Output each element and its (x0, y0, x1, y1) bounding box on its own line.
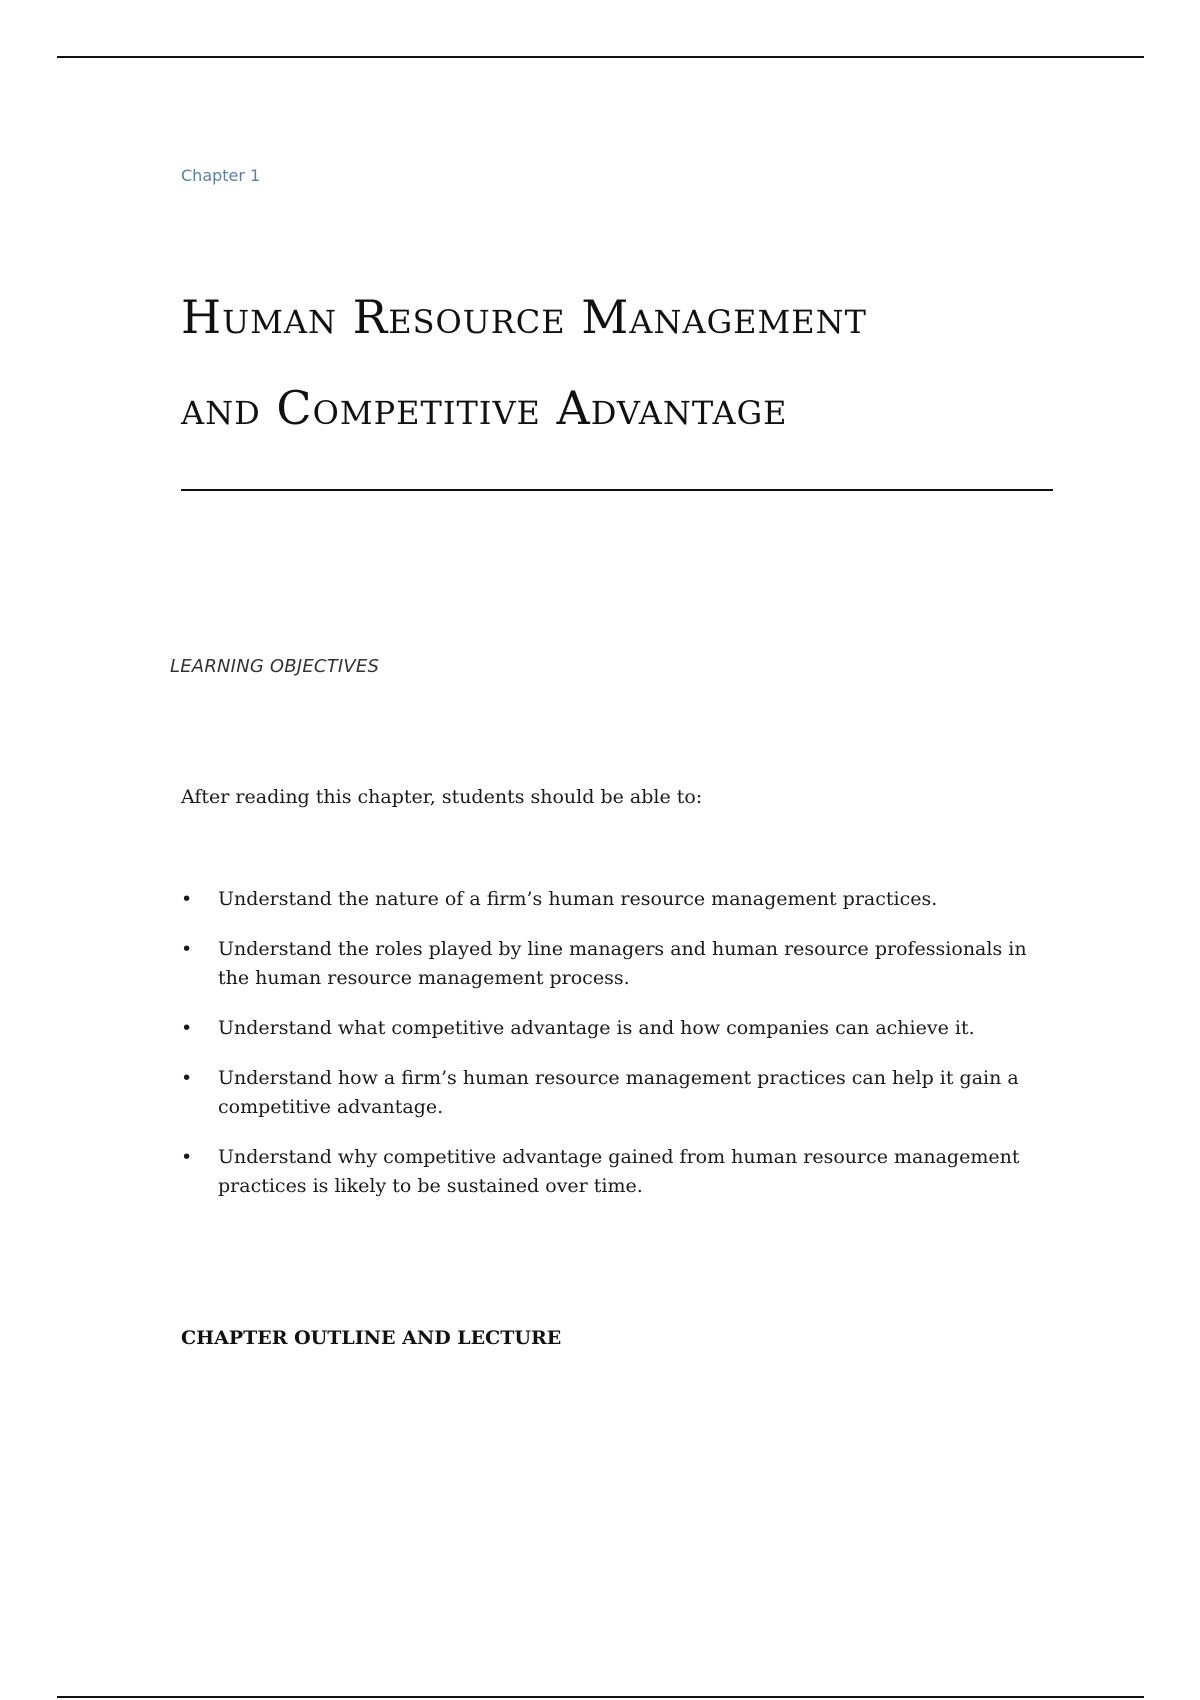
objective-item (181, 885, 1061, 914)
title-line-2: and Competitive Advantage (181, 381, 788, 435)
top-rule (57, 56, 1144, 58)
objective-item (181, 1014, 1061, 1043)
objectives-list (181, 885, 1061, 1222)
bullet-icon: • (181, 1067, 193, 1089)
objective-item (181, 935, 1061, 993)
bullet-icon: • (181, 888, 193, 910)
objective-text: Understand why competitive advantage gained from human resource management practices is likely to be sustained over time. (218, 1146, 1020, 1197)
chapter-label: Chapter 1 (181, 166, 261, 185)
objective-item (181, 1143, 1061, 1201)
bottom-rule (57, 1696, 1144, 1698)
objective-text: Understand what competitive advantage is and how companies can achieve it. (218, 1017, 975, 1039)
intro-text: After reading this chapter, students should be able to: (181, 786, 703, 808)
chapter-outline-heading: CHAPTER OUTLINE AND LECTURE (181, 1327, 562, 1349)
title-line-1: Human Resource Management (181, 290, 867, 344)
learning-objectives-heading: LEARNING OBJECTIVES (170, 656, 380, 677)
title-underline (181, 489, 1053, 491)
bullet-icon: • (181, 1017, 193, 1039)
objective-item (181, 1064, 1061, 1122)
bullet-icon: • (181, 1146, 193, 1168)
objective-text: Understand the roles played by line managers and human resource professionals in the human resource management process. (218, 938, 1027, 989)
bullet-icon: • (181, 938, 193, 960)
objective-text: Understand how a firm’s human resource management practices can help it gain a competitive advantage. (218, 1067, 1019, 1118)
objective-text: Understand the nature of a firm’s human resource management practices. (218, 888, 938, 910)
